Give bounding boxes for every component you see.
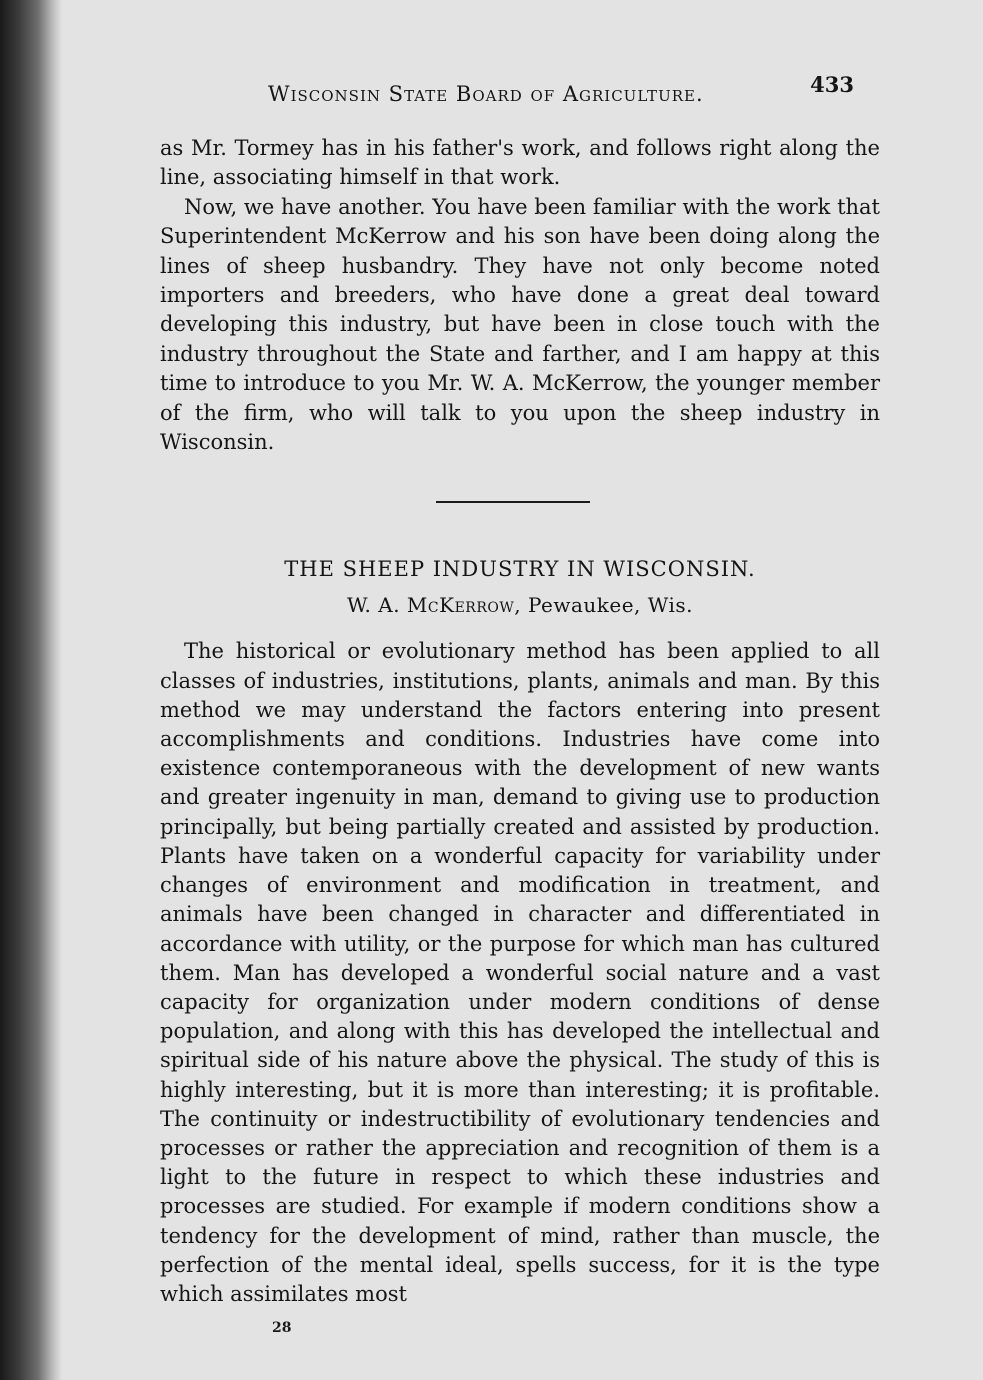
author-name: W. A. McKerrow [347,593,515,618]
running-head-title: Wisconsin State Board of Agriculture. [268,82,704,106]
intro-paragraph-2: Now, we have another. You have been familiar with the work that Superintendent McKerrow and his son have been doing along the lines of sheep husbandry. They have not only become noted importers and breeders, who have done a great deal toward developing this industry, but have been in close touch with the industry throughout the State and farther, and I am happy at this time to introduce to you Mr. W. A. McKerrow, the younger member of the firm, who will talk to you upon the sheep industry in Wisconsin. [160,194,880,455]
section-divider [436,501,590,503]
article-body [160,637,880,1309]
author-location: , Pewaukee, Wis. [514,593,693,618]
article-author [160,593,880,617]
body-paragraph: The historical or evolutionary method has been applied to all classes of industries, institutions, plants, animals and man. By this method we may understand the factors entering into present accomplishments and conditions. Industries have come into existence contemporaneous with the development of new wants and greater ingenuity in man, demand to giving use to production principally, but being partially created and assisted by production. Plants have taken on a wonderful capacity for variability under changes of environment and modification in treatment, and animals have been changed in character and differentiated in accordance with utility, or the purpose for which man has cultured them. Man has developed a wonderful social nature and a vast capacity for organization under modern conditions of dense population, and along with this has developed the intellectual and spiritual side of his nature above the physical. The study of this is highly interesting, but it is more than interesting; it is profitable. The continuity or indestructibility of evolutionary tendencies and processes or rather the appreciation and recognition of them is a light to the future in respect to which these industries and processes are studied. For example if modern conditions show a tendency for the development of mind, rather than muscle, the perfection of the mental ideal, spells success, for it is the type which assimilates most [160,639,880,1306]
article-title: THE SHEEP INDUSTRY IN WISCONSIN. [284,557,756,582]
book-binding-shadow [0,0,62,1380]
running-head [160,70,880,110]
page-content [160,70,880,1309]
page-number: 433 [810,72,854,97]
intro-paragraph-1: as Mr. Tormey has in his father's work, and follows right along the line, associating himself in that work. [160,136,880,190]
signature-mark: 28 [272,1320,292,1336]
